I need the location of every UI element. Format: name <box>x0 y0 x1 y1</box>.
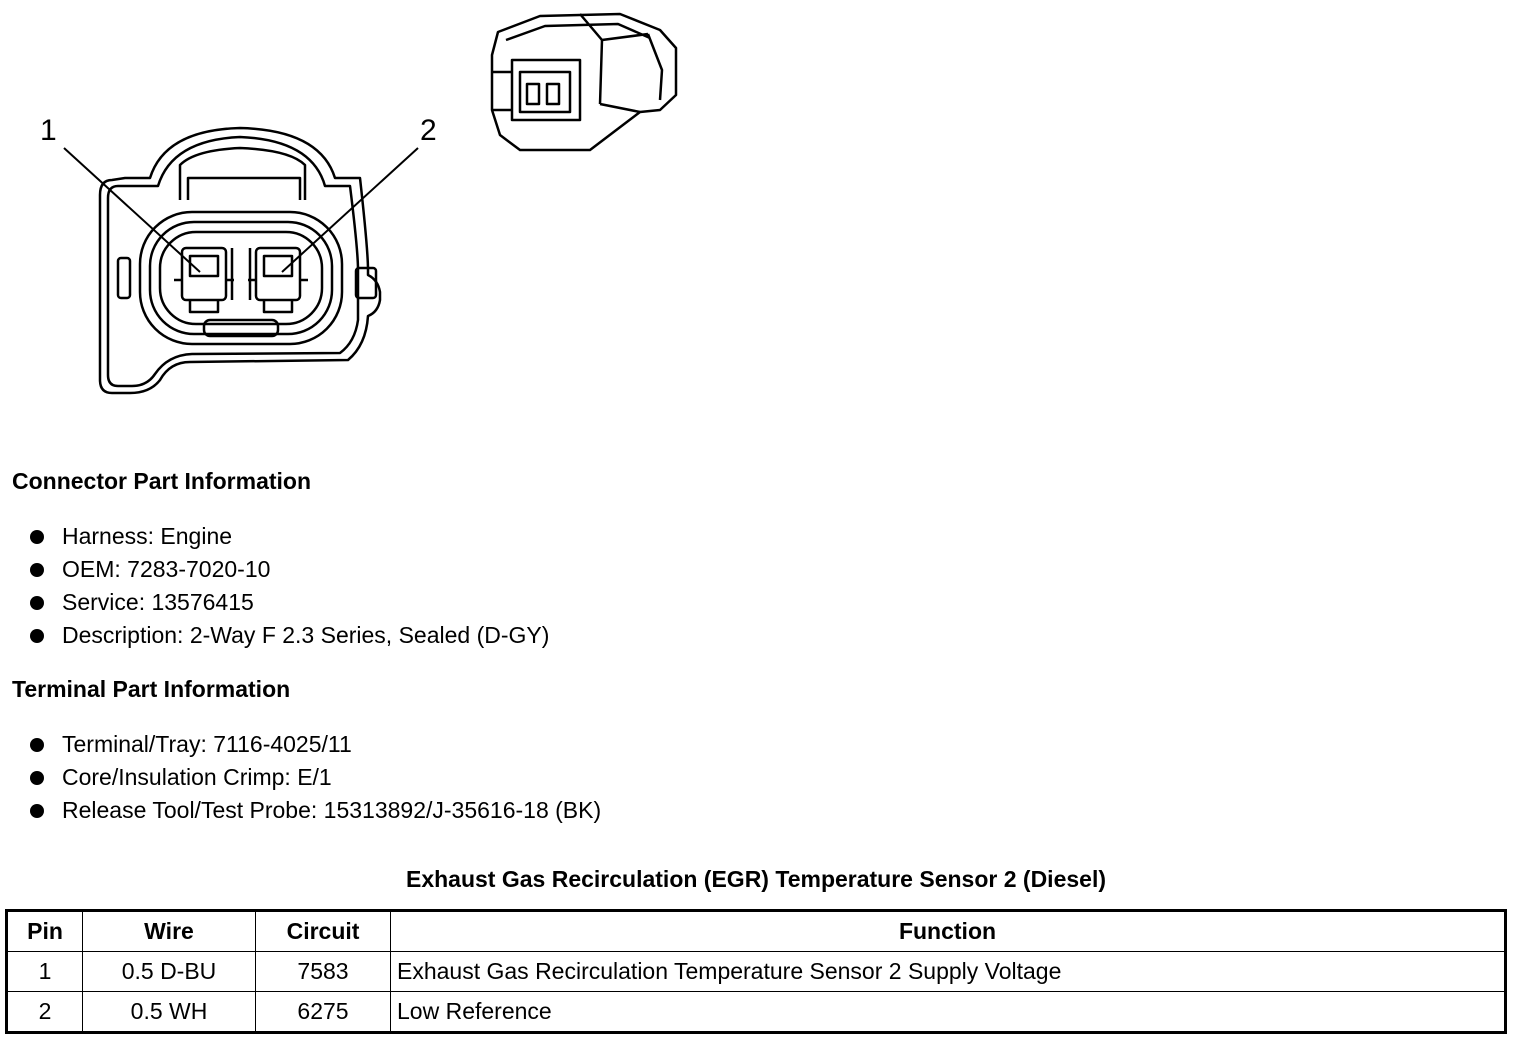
bullet-icon <box>30 563 44 577</box>
column-header-circuit: Circuit <box>256 911 391 952</box>
bullet-icon <box>30 530 44 544</box>
list-item-text: Description: 2-Way F 2.3 Series, Sealed (D-GY) <box>62 622 550 648</box>
connector-part-info-list <box>30 520 549 652</box>
terminal-part-info-list <box>30 728 601 827</box>
cell-wire: 0.5 D-BU <box>83 952 256 992</box>
table-header-row <box>7 911 1506 952</box>
list-item-text: Terminal/Tray: 7116-4025/11 <box>62 731 352 757</box>
pinout-table <box>5 909 1507 1034</box>
connector-isometric-view <box>492 14 676 150</box>
list-item-text: OEM: 7283-7020-10 <box>62 556 271 582</box>
list-item-text: Core/Insulation Crimp: E/1 <box>62 764 332 790</box>
connector-part-info-title: Connector Part Information <box>12 468 312 494</box>
list-item <box>30 520 549 553</box>
table-row <box>7 952 1506 992</box>
bullet-icon <box>30 596 44 610</box>
cell-function: Low Reference <box>391 992 1506 1033</box>
list-item-text: Release Tool/Test Probe: 15313892/J-35616-18 (BK) <box>62 797 602 823</box>
cell-circuit: 6275 <box>256 992 391 1033</box>
bullet-icon <box>30 771 44 785</box>
bullet-icon <box>30 738 44 752</box>
pin-label-2: 2 <box>420 114 437 147</box>
pin-label-1: 1 <box>40 114 57 147</box>
list-item <box>30 794 601 827</box>
column-header-wire: Wire <box>83 911 256 952</box>
cell-function: Exhaust Gas Recirculation Temperature Sensor 2 Supply Voltage <box>391 952 1506 992</box>
bullet-icon <box>30 629 44 643</box>
list-item <box>30 586 549 619</box>
list-item <box>30 728 601 761</box>
table-row <box>7 992 1506 1033</box>
list-item <box>30 619 549 652</box>
list-item <box>30 761 601 794</box>
cell-circuit: 7583 <box>256 952 391 992</box>
list-item-text: Harness: Engine <box>62 523 233 549</box>
cell-pin: 1 <box>7 952 83 992</box>
column-header-pin: Pin <box>7 911 83 952</box>
bullet-icon <box>30 804 44 818</box>
list-item-text: Service: 13576415 <box>62 589 254 615</box>
list-item <box>30 553 549 586</box>
terminal-part-info-title: Terminal Part Information <box>12 676 291 702</box>
cell-wire: 0.5 WH <box>83 992 256 1033</box>
column-header-function: Function <box>391 911 1506 952</box>
table-title: Exhaust Gas Recirculation (EGR) Temperature Sensor 2 (Diesel) <box>405 866 1106 892</box>
leader-line-2 <box>282 148 418 272</box>
cell-pin: 2 <box>7 992 83 1033</box>
connector-diagram <box>0 0 1520 440</box>
